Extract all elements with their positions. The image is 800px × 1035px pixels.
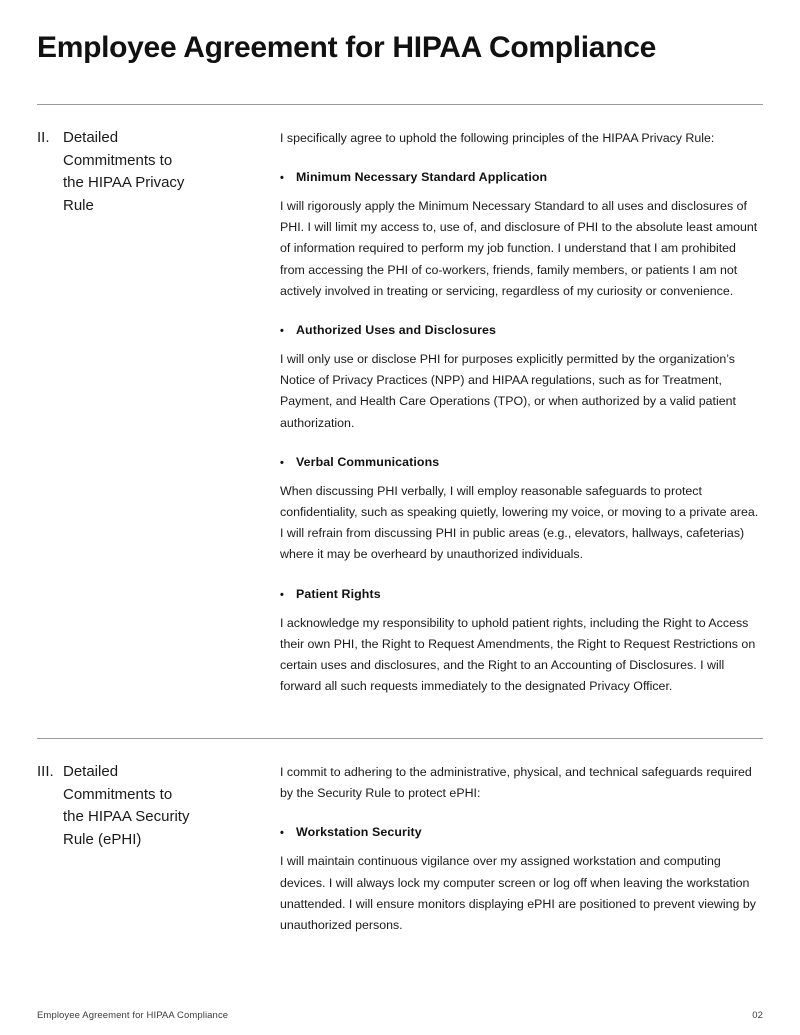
bullet-paragraph: I will rigorously apply the Minimum Necessary Standard to all uses and disclosures of PHI. I will limit my access to, use of, and disclosure of PHI to the absolute least amount of information required to perform my job function. I understand that I am prohibited from accessing the PHI of co-workers, friends, family members, or patients I am not actively involved in treating or servicing, regardless of my curiosity or convenience. [280,199,758,298]
bullet-dot-icon: • [280,456,284,469]
footer-document-name: Employee Agreement for HIPAA Compliance [37,1010,229,1021]
page-title: Employee Agreement for HIPAA Compliance [37,31,656,64]
bullet-label: Authorized Uses and Disclosures [296,323,497,338]
list-item [280,452,763,566]
bullet-label: Verbal Communications [296,454,440,469]
bullet-paragraph: I will only use or disclose PHI for purposes explicitly permitted by the organization’s Notice of Privacy Practices (NPP) and HIPAA regulations, such as for Treatment, Payment, and Health Care Operations (TPO), or when authorized by a valid patient authorization. [280,352,736,430]
page-footer [37,1010,763,1021]
bullet-paragraph: I acknowledge my responsibility to uphold patient rights, including the Right to Access their own PHI, the Right to Request Amendments, the Right to Request Restrictions on certain uses and disclosures, and the Right to an Accounting of Disclosures. I will forward all such requests immediately to the designated Privacy Officer. [280,615,756,694]
list-item [280,584,763,698]
section-heading-group [37,761,280,851]
section-title: Detailed Commitments to the HIPAA Security Rule (ePHI) [63,763,190,848]
bullet-heading [280,584,763,606]
section-heading-group [37,127,280,217]
bullet-dot-icon: • [280,588,284,601]
list-item [280,167,763,302]
footer-page-number: 02 [752,1010,763,1021]
section-numeral: III. [37,763,54,781]
list-item [280,320,763,434]
section-numeral: II. [37,129,50,146]
bullet-label: Patient Rights [296,586,381,601]
section-body [280,127,763,697]
bullet-dot-icon: • [280,827,284,840]
bullet-heading [280,822,763,844]
section-body [280,761,763,936]
bullet-paragraph: I will maintain continuous vigilance over my assigned workstation and computing devices. I will always lock my computer screen or log off when leaving the workstation unattended. I will ensure monitors displaying ePHI are positioned to prevent viewing by unauthorized persons. [280,854,756,933]
bullet-heading [280,167,763,189]
section-title: Detailed Commitments to the HIPAA Privacy Rule [63,129,185,214]
bullet-dot-icon: • [280,325,284,338]
list-item [280,822,763,936]
bullet-paragraph: When discussing PHI verbally, I will employ reasonable safeguards to protect confidentiality, such as speaking quietly, lowering my voice, or moving to a private area. I will refrain from discussing PHI in public areas (e.g., elevators, hallways, cafeterias) where it may be overheard by unauthorized individuals. [280,483,759,562]
bullet-label: Minimum Necessary Standard Application [296,170,548,184]
bullet-label: Workstation Security [296,825,422,840]
bullet-heading [280,452,763,474]
section-lead-paragraph: I commit to adhering to the administrative, physical, and technical safeguards required by the Security Rule to protect ePHI: [280,765,752,801]
section-privacy-rule [37,105,763,697]
section-lead-paragraph: I specifically agree to uphold the following principles of the HIPAA Privacy Rule: [280,131,715,145]
bullet-heading [280,320,763,342]
section-security-rule [37,739,763,936]
bullet-dot-icon: • [280,172,284,184]
